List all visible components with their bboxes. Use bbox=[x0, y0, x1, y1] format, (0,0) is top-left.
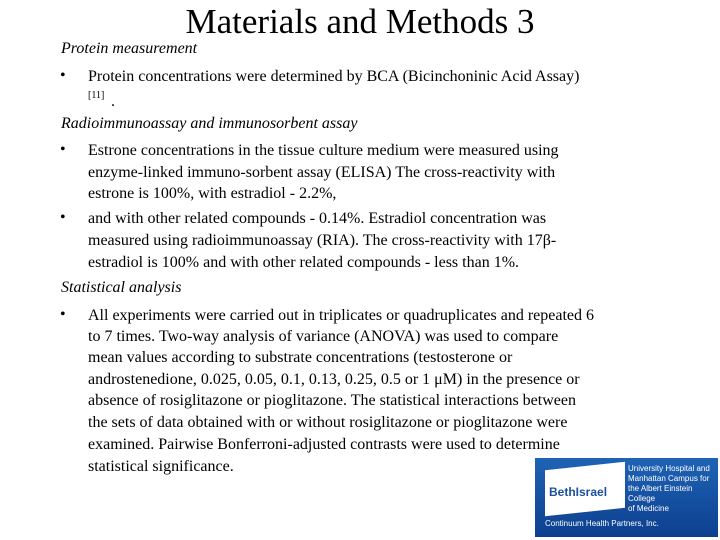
logo-line: University Hospital and bbox=[628, 464, 710, 473]
logo-line: of Medicine bbox=[628, 504, 669, 513]
logo-line: the Albert Einstein College bbox=[628, 484, 693, 503]
bullet-text-line: statistical significance. bbox=[88, 458, 234, 475]
bullet-text-line: absence of rosiglitazone or pioglitazone. The statistical interactions between bbox=[88, 392, 576, 409]
section-heading: Statistical analysis bbox=[61, 279, 182, 296]
bullet-text-line: to 7 times. Two-way analysis of variance (ANOVA) was used to compare bbox=[88, 328, 559, 345]
bullet-text-line: All experiments were carried out in triplicates or quadruplicates and repeated 6 bbox=[88, 307, 595, 324]
bullet-text-line: Estrone concentrations in the tissue culture medium were measured using bbox=[88, 142, 559, 159]
bullet-text-line: Protein concentrations were determined by BCA (Bicinchoninic Acid Assay) bbox=[88, 68, 580, 85]
bullet-icon: • bbox=[60, 306, 66, 323]
beth-israel-logo bbox=[535, 458, 718, 537]
logo-line: Manhattan Campus for bbox=[628, 474, 710, 483]
section-heading: Radioimmunoassay and immunosorbent assay bbox=[61, 115, 358, 132]
bullet-text-line: enzyme-linked immuno-sorbent assay (ELISA) The cross-reactivity with bbox=[88, 164, 556, 181]
logo-text bbox=[628, 464, 718, 514]
bullet-text-line: androstenedione, 0.025, 0.05, 0.1, 0.13, 0.25, 0.5 or 1 μM) in the presence or bbox=[88, 371, 580, 388]
bullet-text-line: and with other related compounds - 0.14%. Estradiol concentration was bbox=[88, 210, 547, 227]
logo-footer: Continuum Health Partners, Inc. bbox=[545, 519, 659, 528]
logo-name: BethIsrael bbox=[549, 485, 608, 499]
bullet-icon: • bbox=[60, 209, 66, 226]
bullet-text-line: measured using radioimmunoassay (RIA). The cross-reactivity with 17β- bbox=[88, 232, 557, 249]
citation-period: . bbox=[111, 93, 115, 110]
bullet-text-line: the sets of data obtained with or without rosiglitazone or pioglitazone were bbox=[88, 414, 568, 431]
bullet-text-line: estrone is 100%, with estradiol - 2.2%, bbox=[88, 185, 337, 202]
bullet-icon: • bbox=[60, 67, 66, 84]
bullet-text-line: estradiol is 100% and with other related compounds - less than 1%. bbox=[88, 254, 520, 271]
bullet-text-line: mean values according to substrate concentrations (testosterone or bbox=[88, 349, 513, 366]
bullet-text-line: examined. Pairwise Bonferroni-adjusted contrasts were used to determine bbox=[88, 436, 560, 453]
slide-title: Materials and Methods 3 bbox=[185, 2, 535, 41]
citation-reference: [11] bbox=[88, 90, 105, 101]
section-heading: Protein measurement bbox=[61, 40, 198, 57]
bullet-icon: • bbox=[60, 141, 66, 158]
